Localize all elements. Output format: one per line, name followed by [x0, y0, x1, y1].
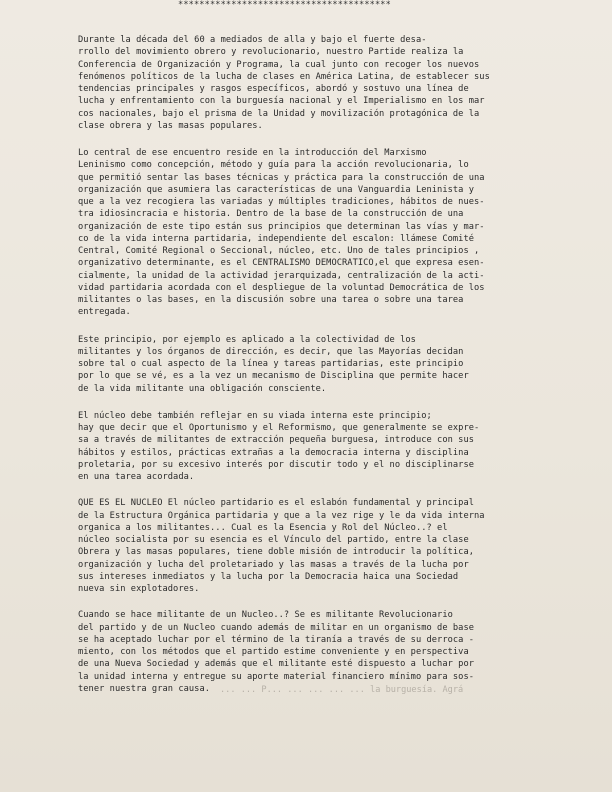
paragraph-que-es-el-nucleo: QUE ES EL NUCLEO El núcleo partidario es el eslabón fundamental y principal de la Estructura Orgánica partidaria y que a la vez rige y le da vida interna organica a los militantes... Cual es la Esencia y Rol del Núcleo..? el núcleo socialista por su esencia es el Vínculo del partido, entre la clase Obrera y las masas populares, tiene doble misión de introducir la política, organización y lucha del proletariado y las masas a través de la lucha por sus intereses inmediatos y la lucha por la Democracia haica una Sociedad nueva sin explotadores. — [78, 498, 485, 594]
paragraph-principio-colectividad: Este principio, por ejemplo es aplicado a la colectividad de los militantes y los órganos de dirección, es decir, que las Mayorías decidan sobre tal o cual aspecto de la línea y tareas partidarias, este principio por lo que se vé, es a la vez un mecanismo de Disciplina que permite hacer de la vida militante una obligación consciente. — [78, 334, 469, 394]
paragraph-nucleo-oportunismo: El núcleo debe también reflejar en su viada interna este principio; hay que decir que el Oportunismo y el Reformismo, que generalmente se expre- sa a través de militantes de extracción pequeña burguesa, introduce con sus hábitos y estilos, prácticas extrañas a la democracia interna y disciplina proletaria, por su excesivo interés por discutir todo y el no disciplinarse en una tarea acordada. — [78, 410, 480, 482]
paragraph-militante-nucleo: Cuando se hace militante de un Nucleo..? Se es militante Revolucionario del partido y de un Nucleo cuando además de militar en un organismo de base se ha aceptado luchar por el término de la tiranía a través de su derroca - miento, con los métodos que el partido estime conveniente y en perspectiva de una Nueva Sociedad y además que el militante esté dispuesto a luchar por la unidad interna y entregue su aporte material financiero mínimo para sos- tener nuestra gran causa. — [78, 610, 475, 694]
header-asterisk-rule: **************************************** — [178, 0, 391, 10]
faded-bleedthrough-line: ... ... P... ... ... ... ... la burguesía. Agrá — [220, 685, 464, 695]
document-body — [78, 34, 540, 695]
paragraph-decade-60: Durante la década del 60 a mediados de alla y bajo el fuerte desa- rrollo del movimiento obrero y revolucionario, nuestro Partide realiza la Conferencia de Organización y Programa, la cual junto con recoger los nuevos fenómenos políticos de la lucha de clases en América Latina, de establecer sus tendencias principales y rasgos específicos, abordó y sostuvo una línea de lucha y enfrentamiento con la burguesía nacional y el Imperialismo en los mar cos nacionales, bajo el prisma de la Unidad y movilización protagónica de la clase obrera y las masas populares. — [78, 35, 490, 131]
paragraph-marxismo-leninismo: Lo central de ese encuentro reside en la introducción del Marxismo Leninismo como concepción, método y guía para la acción revolucionaria, lo que permitió sentar las bases técnicas y práctica para la construcción de una organización que asumiera las características de una Vanguardia Leninista y que a la vez recogiera las variadas y múltiples tradiciones, hábitos de nues- tra idiosincracia e historia. Dentro de la base de la construcción de una organización de este tipo están sus principios que determinan las vías y mar- co de la vida interna partidaria, independiente del escalon: llámese Comité Central, Comité Regional o Seccional, núcleo, etc. Uno de tales principios , organizativo determinante, es el CENTRALISMO DEMOCRATICO,el que expresa esen- cialmente, la unidad de la actividad jerarquizada, centralización de la acti- vidad partidaria acordada con el despliegue de la voluntad Democrática de los militantes o las bases, en la discusión sobre una tarea o sobre una tarea entregada. — [78, 148, 485, 318]
